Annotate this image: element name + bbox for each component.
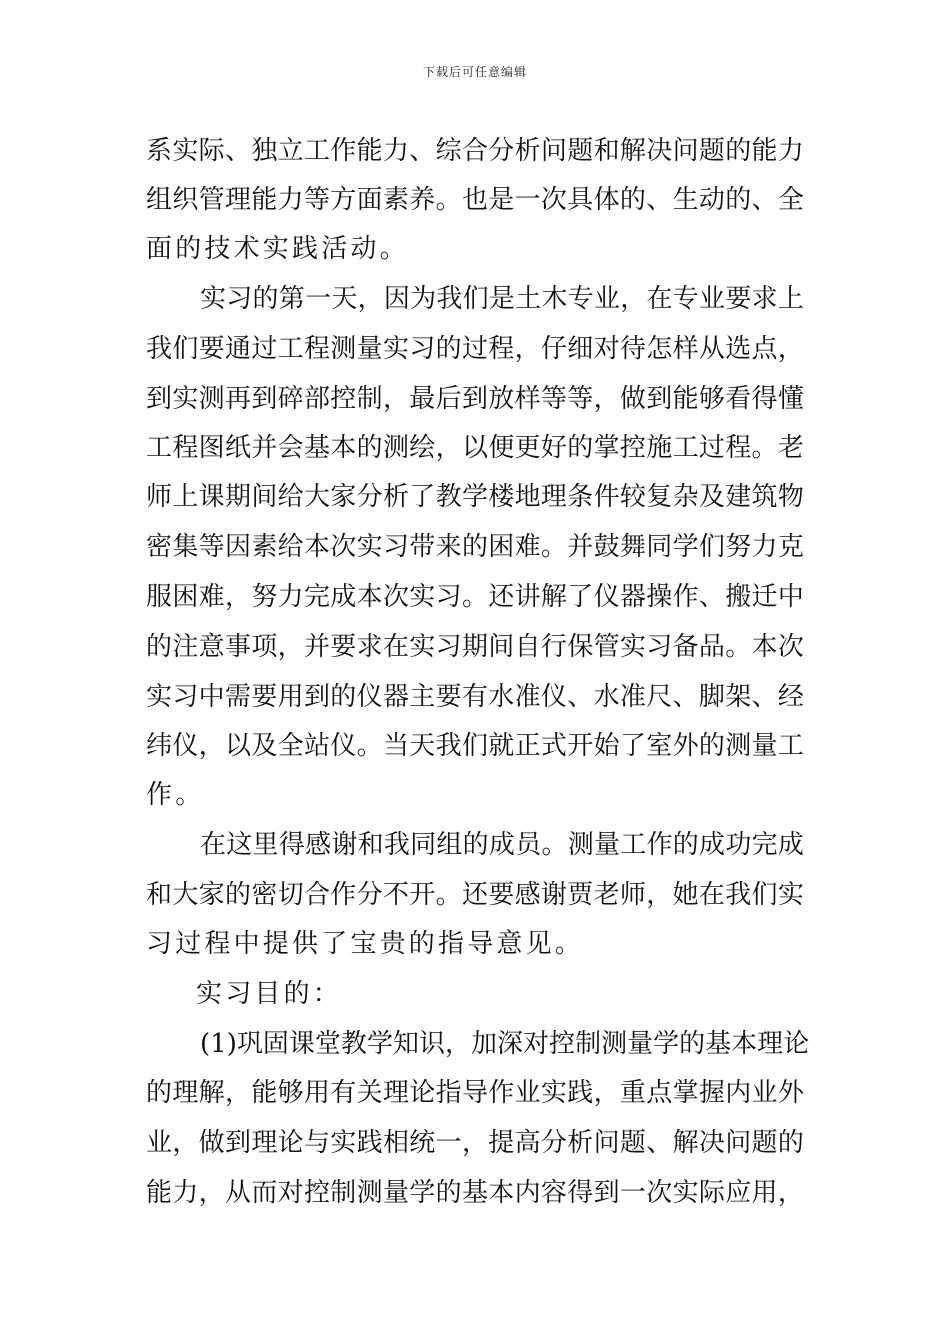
- text-line: 师 上 课 期 间 给 大 家 分 析 了 教 学 楼 地 理 条 件 较 复 杂 及 建 筑 物: [146, 482, 804, 512]
- text-line: 到 实 测 再 到 碎 部 控 制 ， 最 后 到 放 样 等 等 ， 做 到 能 够 看 得 懂: [146, 384, 804, 414]
- text-line: 在 这 里 得 感 谢 和 我 同 组 的 成 员 。 测 量 工 作 的 成 功 完 成: [200, 830, 804, 860]
- text-line: 系 实 际 、 独 立 工 作 能 力 、 综 合 分 析 问 题 和 解 决 问 题 的 能 力: [146, 136, 804, 166]
- text-line: 工 程 图 纸 并 会 基 本 的 测 绘 ， 以 便 更 好 的 掌 控 施 工 过 程 。 老: [146, 433, 804, 463]
- text-line: 的 理 解 ， 能 够 用 有 关 理 论 指 导 作 业 实 践 ， 重 点 掌 握 内 业 外: [146, 1078, 804, 1108]
- text-line: 业 ， 做 到 理 论 与 实 践 相 统 一 ， 提 高 分 析 问 题 、 解 决 问 题 的: [146, 1128, 804, 1158]
- text-line: 纬 仪 ， 以 及 全 站 仪 。 当 天 我 们 就 正 式 开 始 了 室 外 的 测 量 工: [146, 731, 804, 761]
- text-line: 实习目的：: [196, 979, 343, 1009]
- text-line: 面的技术实践活动。: [146, 234, 409, 264]
- text-line: 和 大 家 的 密 切 合 作 分 不 开 。 还 要 感 谢 贾 老 师 ， 她 在 我 们 实: [146, 880, 804, 910]
- text-line: 实 习 的 第 一 天 ， 因 为 我 们 是 土 木 专 业 ， 在 专 业 要 求 上: [200, 284, 804, 314]
- text-line: 习过程中提供了宝贵的指导意见。: [146, 929, 585, 959]
- page-header: 下载后可任意编辑: [422, 65, 527, 79]
- text-line: 实 习 中 需 要 用 到 的 仪 器 主 要 有 水 准 仪 、 水 准 尺 、 脚 架 、 经: [146, 682, 804, 712]
- text-line: 能 力 ， 从 而 对 控 制 测 量 学 的 基 本 内 容 得 到 一 次 实 际 应 用 ，: [146, 1178, 804, 1208]
- text-line: 我 们 要 通 过 工 程 测 量 实 习 的 过 程 ， 仔 细 对 待 怎 样 从 选 点 ，: [146, 334, 804, 364]
- text-line: 作。: [146, 780, 205, 810]
- text-line: 服 困 难 ， 努 力 完 成 本 次 实 习 。 还 讲 解 了 仪 器 操 作 、 搬 迁 中: [146, 582, 804, 612]
- text-line: 组 织 管 理 能 力 等 方 面 素 养 。 也 是 一 次 具 体 的 、 生 动 的 、 全: [146, 185, 804, 215]
- text-line: ( 1 ) 巩 固 课 堂 教 学 知 识 ， 加 深 对 控 制 测 量 学 的 基 本 理 论: [200, 1029, 810, 1059]
- text-line: 密 集 等 因 素 给 本 次 实 习 带 来 的 困 难 。 并 鼓 舞 同 学 们 努 力 克: [146, 532, 804, 562]
- text-line: 的 注 意 事 项 ， 并 要 求 在 实 习 期 间 自 行 保 管 实 习 备 品 。 本 次: [146, 632, 804, 662]
